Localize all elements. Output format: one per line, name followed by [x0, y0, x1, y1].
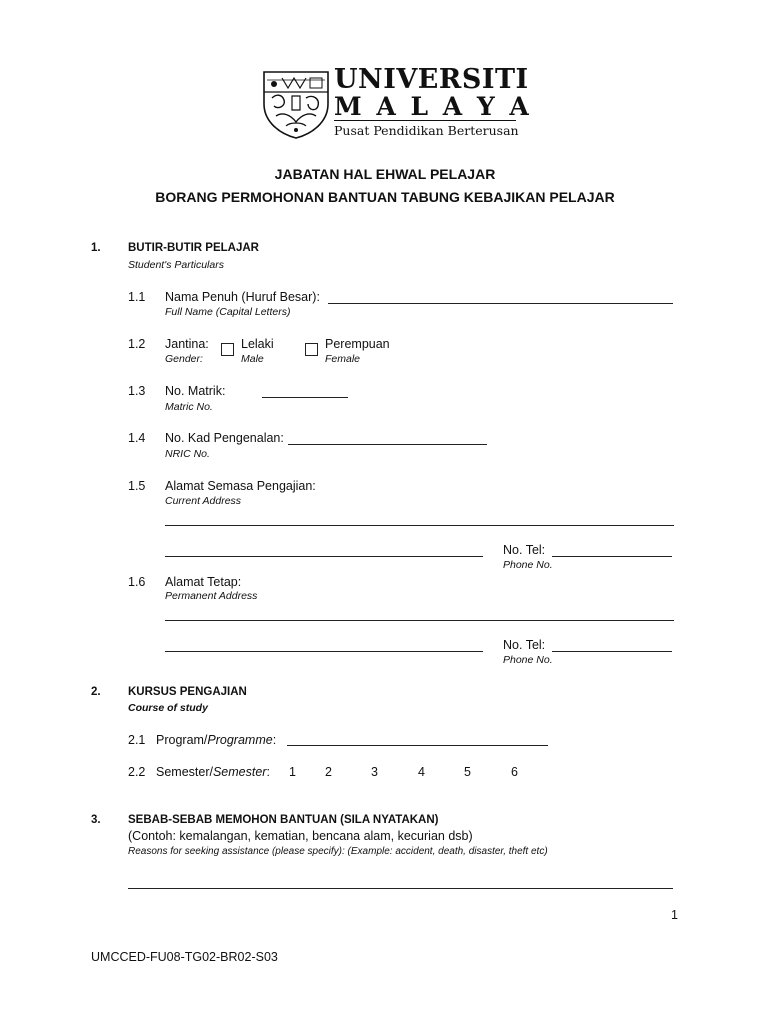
reasons-field[interactable]	[128, 888, 673, 889]
form-title: BORANG PERMOHONAN BANTUAN TABUNG KEBAJIKAN PELAJAR	[155, 189, 615, 205]
male-sublabel: Male	[241, 353, 264, 365]
item-2-1-number: 2.1	[128, 733, 146, 747]
programme-label-colon: :	[272, 733, 277, 747]
matric-sublabel: Matric No.	[165, 401, 213, 413]
section-1-number: 1.	[91, 242, 101, 254]
current-address-line-1[interactable]	[165, 525, 674, 526]
permanent-phone-label: No. Tel:	[503, 638, 546, 652]
section-2-subtitle: Course of study	[128, 702, 208, 714]
section-3-example: (Contoh: kemalangan, kematian, bencana alam, kecurian dsb)	[128, 829, 473, 843]
semester-option-3[interactable]: 3	[371, 765, 378, 779]
logo-name-line1: UNIVERSITI	[334, 64, 529, 95]
semester-option-1[interactable]: 1	[289, 765, 296, 779]
male-checkbox[interactable]	[221, 343, 234, 356]
item-1-3-number: 1.3	[128, 384, 146, 398]
full-name-sublabel: Full Name (Capital Letters)	[165, 306, 291, 318]
semester-label-colon: :	[266, 765, 270, 779]
item-1-6-number: 1.6	[128, 575, 146, 589]
semester-label-ms: Semester/	[156, 765, 213, 779]
full-name-field[interactable]	[328, 303, 673, 304]
permanent-address-label: Alamat Tetap:	[165, 575, 242, 589]
semester-option-2[interactable]: 2	[325, 765, 332, 779]
nric-field[interactable]	[288, 444, 487, 445]
female-checkbox[interactable]	[305, 343, 318, 356]
matric-label: No. Matrik:	[165, 384, 226, 398]
semester-option-5[interactable]: 5	[464, 765, 471, 779]
current-address-sublabel: Current Address	[165, 495, 242, 507]
department-title: JABATAN HAL EHWAL PELAJAR	[274, 166, 496, 182]
section-1-title: BUTIR-BUTIR PELAJAR	[128, 242, 259, 254]
semester-option-6[interactable]: 6	[511, 765, 518, 779]
current-address-line-2[interactable]	[165, 556, 483, 557]
section-1-subtitle: Student's Particulars	[128, 259, 224, 271]
page-number: 1	[671, 908, 678, 922]
full-name-label: Nama Penuh (Huruf Besar):	[165, 290, 320, 304]
semester-label-en: Semester	[212, 765, 267, 779]
item-1-4-number: 1.4	[128, 431, 146, 445]
logo-name-line2: M A L A Y A	[334, 92, 532, 121]
section-3-subtitle: Reasons for seeking assistance (please specify): (Example: accident, death, disaster, theft etc)	[128, 846, 548, 857]
current-phone-label: No. Tel:	[503, 543, 546, 557]
nric-label: No. Kad Pengenalan:	[165, 431, 284, 445]
section-3-title: SEBAB-SEBAB MEMOHON BANTUAN (SILA NYATAKAN)	[128, 814, 439, 826]
female-label: Perempuan	[325, 337, 390, 351]
permanent-address-sublabel: Permanent Address	[165, 590, 258, 602]
current-phone-field[interactable]	[552, 556, 672, 557]
gender-sublabel: Gender:	[165, 353, 203, 365]
programme-label-en: Programme	[207, 733, 273, 747]
permanent-address-line-2[interactable]	[165, 651, 483, 652]
item-1-1-number: 1.1	[128, 290, 146, 304]
logo-center-name: Pusat Pendidikan Berterusan	[334, 123, 519, 138]
permanent-address-line-1[interactable]	[165, 620, 674, 621]
current-phone-sublabel: Phone No.	[503, 559, 553, 571]
male-label: Lelaki	[241, 337, 274, 351]
logo-divider	[334, 120, 516, 121]
item-2-2-number: 2.2	[128, 765, 146, 779]
semester-option-4[interactable]: 4	[418, 765, 425, 779]
item-1-2-number: 1.2	[128, 337, 146, 351]
form-code: UMCCED-FU08-TG02-BR02-S03	[91, 950, 278, 964]
section-3-number: 3.	[91, 814, 101, 826]
permanent-phone-sublabel: Phone No.	[503, 654, 553, 666]
nric-sublabel: NRIC No.	[165, 448, 210, 460]
permanent-phone-field[interactable]	[552, 651, 672, 652]
gender-label: Jantina:	[165, 337, 209, 351]
female-sublabel: Female	[325, 353, 361, 365]
crest-icon	[262, 70, 330, 140]
current-address-label: Alamat Semasa Pengajian:	[165, 479, 316, 493]
programme-field[interactable]	[287, 745, 548, 746]
programme-label	[156, 733, 276, 747]
section-2-title: KURSUS PENGAJIAN	[128, 686, 247, 698]
section-2-number: 2.	[91, 686, 101, 698]
semester-label	[156, 765, 270, 779]
item-1-5-number: 1.5	[128, 479, 146, 493]
matric-field[interactable]	[262, 397, 348, 398]
programme-label-ms: Program/	[156, 733, 208, 747]
